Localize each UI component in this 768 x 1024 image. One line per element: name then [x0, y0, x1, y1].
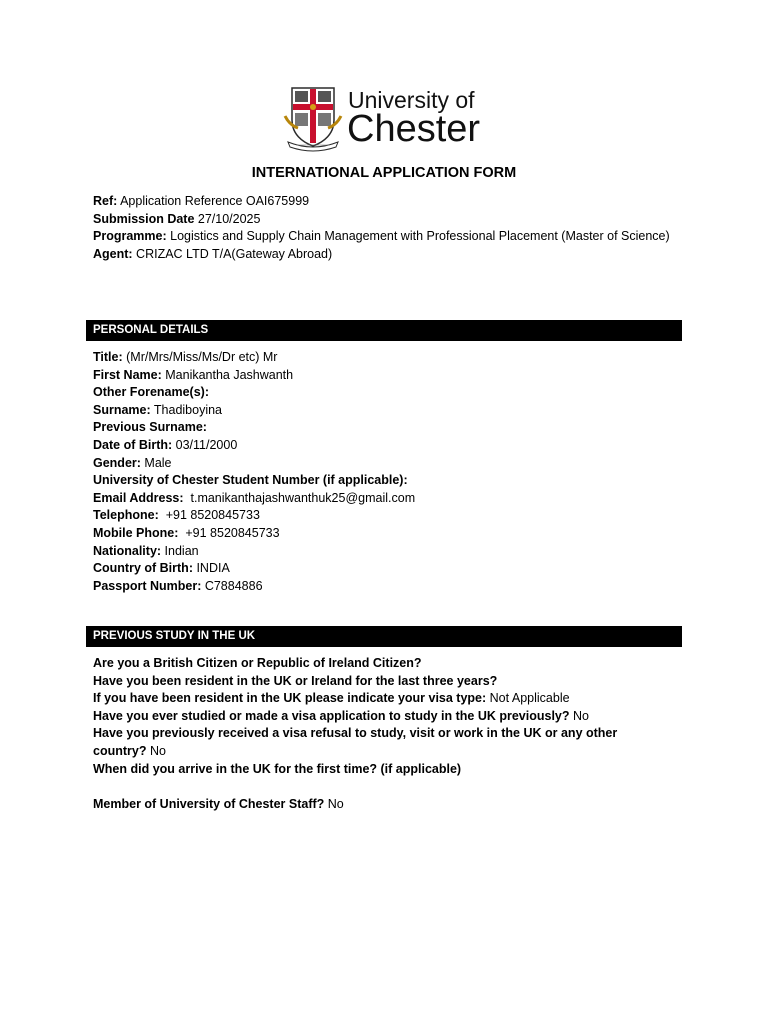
- passport-number-row: [93, 578, 683, 596]
- personal-details-section: [93, 349, 683, 595]
- ref-label: Ref:: [93, 194, 118, 208]
- surname-row: [93, 402, 683, 420]
- ref-row: [93, 193, 683, 211]
- mobile-phone-row: [93, 525, 683, 543]
- email-label: Email Address:: [93, 490, 184, 505]
- country-of-birth-row: [93, 560, 683, 578]
- form-title: INTERNATIONAL APPLICATION FORM: [251, 165, 517, 181]
- visa-type-row: [93, 690, 683, 708]
- title-label: Title:: [93, 350, 123, 364]
- british-citizen-row: [93, 655, 683, 673]
- previous-study-heading: PREVIOUS STUDY IN THE UK: [86, 626, 682, 647]
- staff-member-value: No: [324, 796, 344, 811]
- nationality-value: Indian: [161, 543, 199, 558]
- submission-date-row: [93, 211, 683, 229]
- nationality-row: [93, 543, 683, 561]
- visa-refusal-value: No: [146, 743, 166, 758]
- staff-member-row: [93, 796, 683, 814]
- other-forenames-label: Other Forename(s):: [93, 385, 209, 400]
- mobile-phone-label: Mobile Phone:: [93, 525, 179, 540]
- visa-type-value: Not Applicable: [486, 691, 570, 706]
- visa-refusal-row: [93, 725, 673, 760]
- submission-date-value: 27/10/2025: [194, 211, 261, 226]
- programme-row: [93, 228, 683, 246]
- logo-text-line1: University of: [348, 87, 475, 113]
- agent-label: Agent:: [93, 246, 133, 261]
- surname-value: Thadiboyina: [150, 402, 223, 417]
- personal-details-heading: PERSONAL DETAILS: [86, 320, 682, 341]
- first-name-label: First Name:: [93, 367, 162, 382]
- first-name-row: [93, 367, 683, 385]
- uk-arrival-label: When did you arrive in the UK for the first time? (if applicable): [93, 761, 462, 776]
- application-header: [93, 193, 683, 263]
- gender-label: Gender:: [93, 455, 141, 470]
- title-row: [93, 349, 683, 367]
- email-value: t.manikanthajashwanthuk25@gmail.com: [183, 490, 416, 505]
- telephone-label: Telephone:: [93, 508, 159, 523]
- university-crest-icon: [282, 86, 344, 152]
- gender-value: Male: [140, 455, 172, 470]
- country-of-birth-label: Country of Birth:: [93, 561, 193, 576]
- previous-uk-study-row: [93, 708, 683, 726]
- british-citizen-label: Are you a British Citizen or Republic of Ireland Citizen?: [93, 656, 422, 670]
- agent-value: CRIZAC LTD T/A(Gateway Abroad): [132, 246, 333, 261]
- mobile-phone-value: +91 8520845733: [178, 525, 280, 540]
- student-number-label: University of Chester Student Number (if applicable):: [93, 473, 408, 488]
- nationality-label: Nationality:: [93, 543, 162, 558]
- programme-value: Logistics and Supply Chain Management with Professional Placement (Master of Science): [166, 229, 670, 244]
- surname-label: Surname:: [93, 402, 151, 417]
- passport-number-label: Passport Number:: [93, 578, 202, 593]
- visa-type-label: If you have been resident in the UK please indicate your visa type:: [93, 691, 487, 706]
- student-number-row: [93, 472, 683, 490]
- passport-number-value: C7884886: [201, 578, 263, 593]
- date-of-birth-value: 03/11/2000: [172, 437, 238, 452]
- uk-arrival-row: [93, 761, 683, 779]
- title-value: (Mr/Mrs/Miss/Ms/Dr etc) Mr: [122, 350, 278, 364]
- telephone-row: [93, 507, 683, 525]
- country-of-birth-value: INDIA: [192, 561, 230, 576]
- date-of-birth-row: [93, 437, 683, 455]
- uk-resident-row: [93, 673, 683, 691]
- visa-refusal-label: Have you previously received a visa refusal to study, visit or work in the UK or any other country?: [93, 726, 618, 758]
- programme-label: Programme:: [93, 229, 167, 244]
- ref-value: Application Reference OAI675999: [117, 194, 310, 208]
- date-of-birth-label: Date of Birth:: [93, 437, 173, 452]
- agent-row: [93, 246, 683, 264]
- previous-surname-row: [93, 419, 683, 437]
- other-forenames-row: [93, 384, 683, 402]
- previous-uk-study-label: Have you ever studied or made a visa application to study in the UK previously?: [93, 708, 570, 723]
- previous-uk-study-value: No: [569, 708, 589, 723]
- submission-date-label: Submission Date: [93, 211, 195, 226]
- university-logo: [282, 86, 492, 152]
- logo-text-line2: Chester: [347, 108, 481, 150]
- telephone-value: +91 8520845733: [158, 508, 260, 523]
- staff-member-label: Member of University of Chester Staff?: [93, 796, 325, 811]
- email-row: [93, 490, 683, 508]
- spacer: [93, 778, 683, 796]
- first-name-value: Manikantha Jashwanth: [161, 367, 294, 382]
- previous-study-section: [93, 655, 683, 813]
- uk-resident-label: Have you been resident in the UK or Ireland for the last three years?: [93, 673, 498, 688]
- previous-surname-label: Previous Surname:: [93, 420, 207, 435]
- gender-row: [93, 455, 683, 473]
